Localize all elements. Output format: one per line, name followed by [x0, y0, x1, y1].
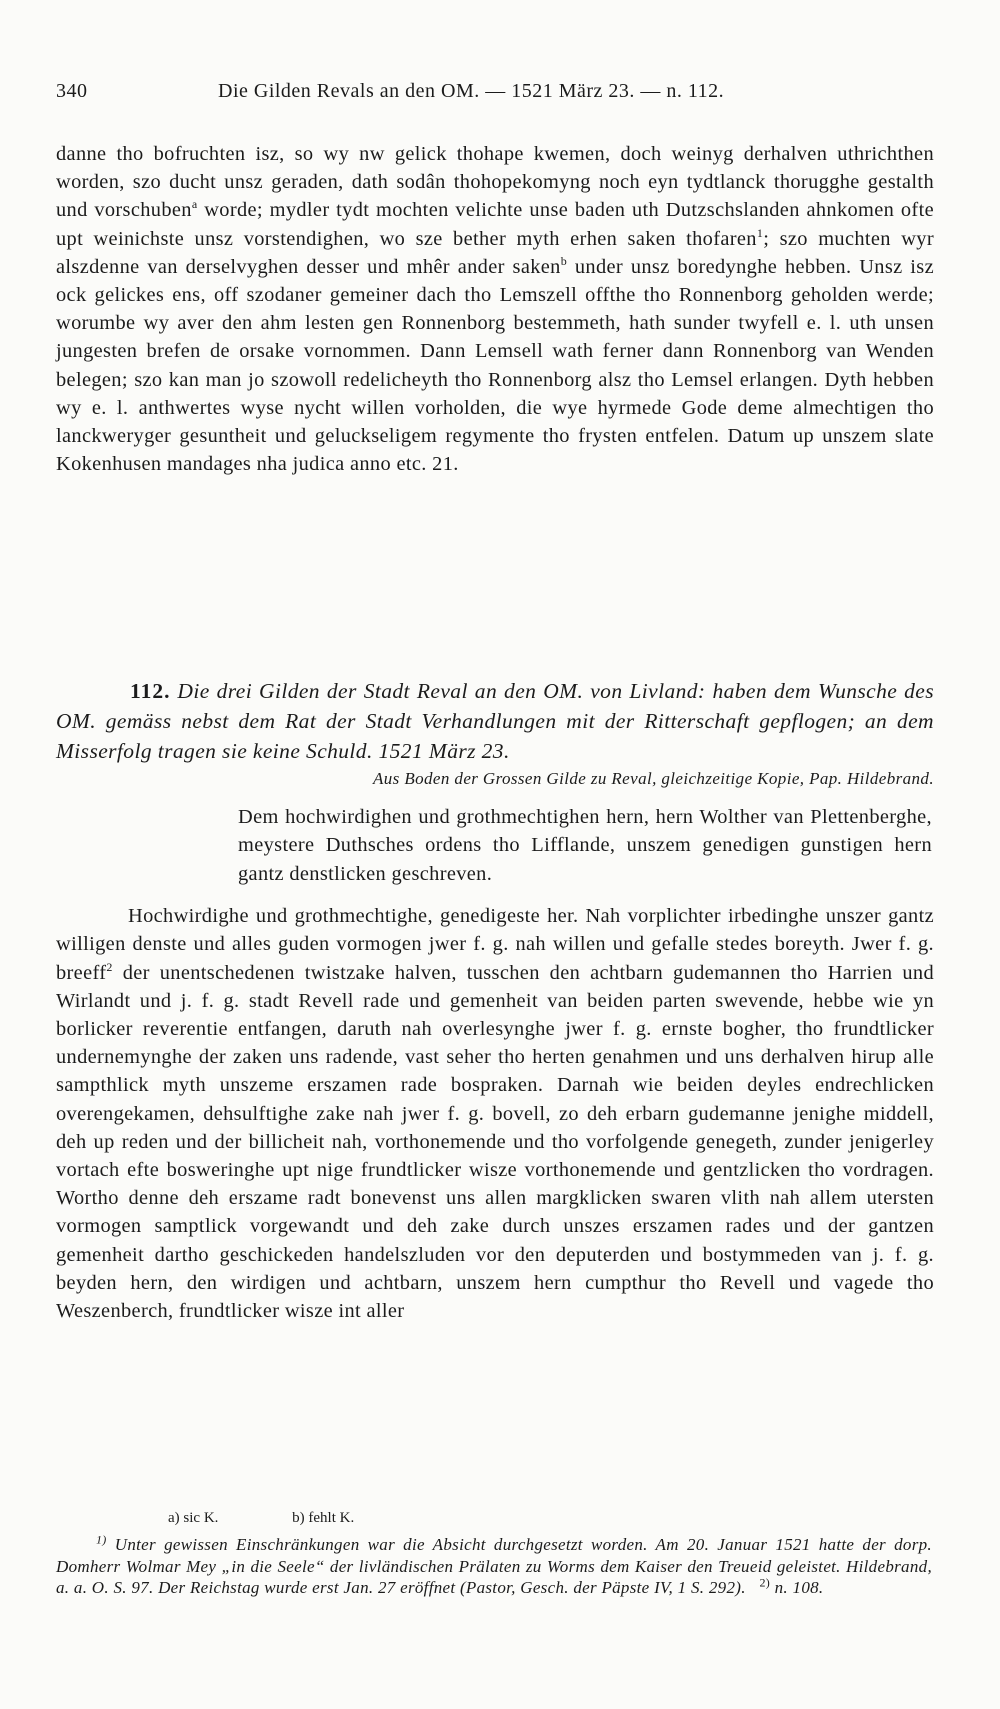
letter-body-text: Hochwirdighe und grothmechtighe, genedigeste her. Nah vorplichter irbedinghe unszer gantz willigen denste und alles guden vormogen jwer f. g. nah willen und gefalle stedes boreyth. Jwer f. g. breeff — [56, 905, 934, 984]
footnote-2-marker: 2) — [759, 1575, 771, 1590]
section-number: 112. — [130, 679, 171, 703]
note-marker-1: 1 — [756, 225, 764, 240]
note-marker-b: b — [560, 254, 568, 269]
letter-body-text-b: der unentschedenen twistzake halven, tusschen den achtbarn gudemannen tho Harrien und Wirlandt und j. f. g. stadt Revell rade und gemenheit van beiden parten swevende, hebbe wie yn borlicker reverentie entfangen, daruth nah overlesynghe jwer f. g. ernste bogher, tho frundtlicker undernemynghe der zaken uns radende, vast seher tho herten genahmen und uns derhalven hirup alle sampthlick myth unszeme erszamen rade bospraken. Darnah wie beiden deyles endrechlicken overengekamen, dehsulftighe zake nah jwer f. g. bovell, zo deh erbarn gudemanne jenighe middell, deh up reden und der billicheit nah, vorthonemende und tho vorfolgende genegeth, zunder jenigerley vortach efte bosweringhe upt nige frundtlicker wisze vorthonemende und gentzlicken tho vordragen. Wortho denne deh erszame radt bonevenst uns allen margklicken swaren vlith nah allem utersten vormogen samptlick vorgewandt und deh zake durch unszes erszamen rades und der gantzen gemenheit dartho geschickeden handelszluden vor den deputerden und bostymmeden van j. f. g. beyden hern, den wirdigen und achtbarn, unszem hern cumpthur tho Revell und vagede tho Weszenberch, frundtlicker wisze int aller — [56, 961, 934, 1323]
para1-text-c: ; szo muchten wyr alszdenne van derselvyghen desser und mhêr ander saken — [56, 227, 934, 278]
footnote-2: n. 108. — [774, 1578, 824, 1598]
para1-text-b: worde; mydler tydt mochten velichte unse baden uth Dutzschslanden ahnkomen ofte upt weinichste unsz vorstendighen, wo sze bether myth erhen saken thofaren — [56, 199, 934, 250]
footnote-1: Unter gewissen Einschränkungen war die Absicht durchgesetzt worden. Am 20. Januar 1521 hatte der dorp. Domherr Wolmar Mey „in die Seele“ der livländischen Prälaten zu Worms dem Kaiser den Treueid geleistet. Hildebrand, a. a. O. S. 97. Der Reichstag wurde erst Jan. 27 eröffnet (Pastor, Gesch. der Päpste IV, 1 S. 292). — [56, 1535, 932, 1598]
letter-body — [56, 902, 934, 1325]
footnotes — [56, 1534, 932, 1599]
source-note: Aus Boden der Grossen Gilde zu Reval, gleichzeitige Kopie, Pap. Hildebrand. — [372, 769, 934, 788]
continuation-paragraph — [56, 140, 934, 478]
address-block: Dem hochwirdighen und grothmechtighen hern, hern Wolther van Plettenberghe, meystere Duthsches ordens tho Lifflande, unszem genedigen gunstigen hern gantz denstlicken geschreven. — [238, 806, 932, 885]
para1-text-d: under unsz boredynghe hebben. Unsz isz ock gelickes ens, off szodaner gemeiner dach tho Lemszell offthe tho Ronnenborg geholden werde; worumbe wy aver den ahm lesten gen Ronnenborg bestemmeth, hath sunder twyfell e. l. uth unsen jungesten brefen de orsake vornommen. Dann Lemsell wath ferner dann Ronnenborg van Wenden belegen; szo kan man jo szowoll redelicheyth tho Ronnenborg alsz tho Lemsel erlangen. Dyth hebben wy e. l. anthwertes wyse nycht willen vorholden, die wye hyrmede Gode deme almechtigen tho lanckweryger gesuntheit und geluckseligem regymente tho frysten entfelen. Datum up unszem slate Kokenhusen mandages nha judica anno etc. 21. — [56, 255, 934, 476]
note-marker-a: a — [191, 197, 198, 212]
section-title: Die drei Gilden der Stadt Reval an den OM. von Livland: haben dem Wunsche des OM. gemäss nebst dem Rat der Stadt Verhandlungen mit der Ritterschaft gepflogen; an dem Misserfolg tragen sie keine Schuld. 1521 März 23. — [56, 679, 934, 763]
note-marker-2: 2 — [106, 959, 113, 974]
para1-text: danne tho bofruchten isz, so wy nw gelick thohape kwemen, doch weinyg derhalven uthrichthen worden, szo ducht unsz geraden, dath sodân thohopekomyng noch eyn tydtlanck thorugghe gestalth und vorschuben — [56, 143, 934, 222]
running-title: Die Gilden Revals an den OM. — 1521 März 23. — n. 112. — [218, 80, 725, 102]
textual-notes — [168, 1510, 424, 1527]
textual-note-b: b) fehlt K. — [292, 1510, 355, 1526]
textual-note-a: a) sic K. — [168, 1510, 219, 1526]
page-number: 340 — [56, 80, 88, 102]
section-heading — [56, 676, 934, 766]
document-section-112 — [56, 676, 934, 1325]
footnote-1-marker: 1) — [96, 1532, 107, 1547]
